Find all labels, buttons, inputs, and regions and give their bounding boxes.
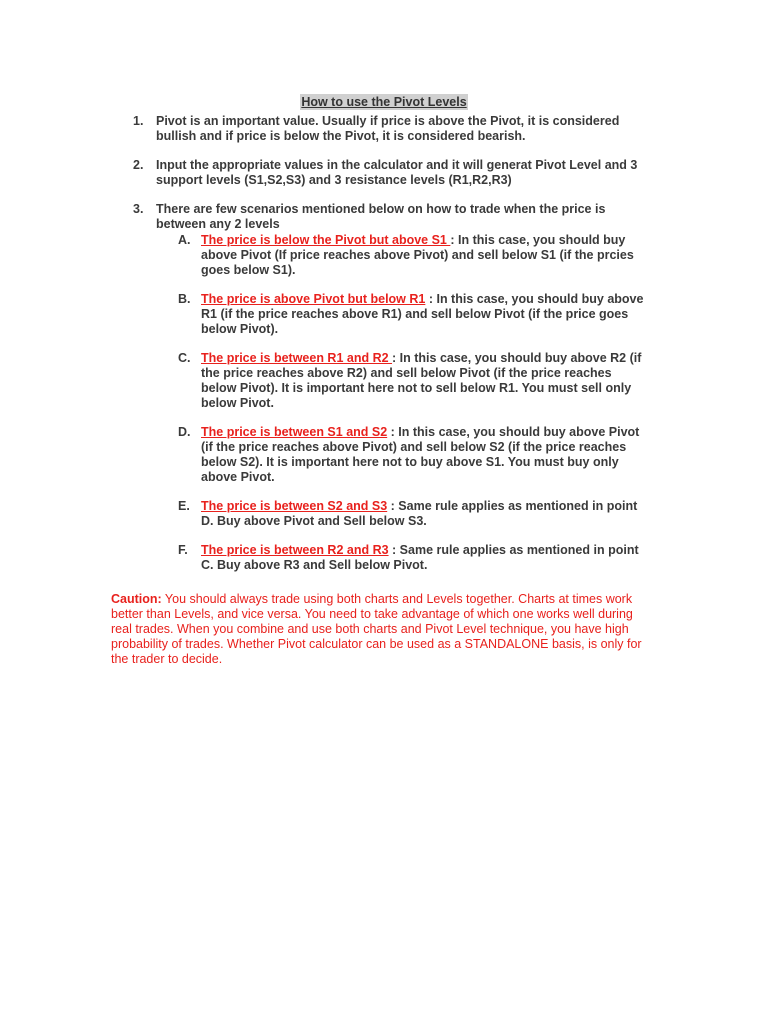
list-item-text: There are few scenarios mentioned below on how to trade when the price is between any 2 levels [156,202,606,231]
list-item-text: Pivot is an important value. Usually if price is above the Pivot, it is considered bullish and if price is below the Pivot, it is considered bearish. [156,114,620,143]
scenario-heading: The price is between R1 and R2 [201,351,393,365]
list-item-2 [133,158,653,188]
scenario-letter: F. [178,543,188,557]
scenario-list [178,233,653,573]
title-wrap [0,93,768,111]
scenario-letter: E. [178,499,190,513]
scenario-heading: The price is between R2 and R3 [201,543,389,557]
document-title: How to use the Pivot Levels [301,95,467,109]
list-item-number: 3. [133,202,144,216]
scenario-item-a [178,233,649,278]
scenario-heading: The price is above Pivot but below R1 [201,292,426,306]
scenario-item-b [178,292,649,337]
list-item-1 [133,114,653,144]
scenario-text: : Same rule applies as mentioned in point C. Buy above R3 and Sell below Pivot. [201,543,639,572]
list-item-text: Input the appropriate values in the calculator and it will generat Pivot Level and 3 support levels (S1,S2,S3) and 3 resistance levels (R1,R2,R3) [156,158,638,187]
caution-label: Caution: [111,592,162,606]
scenario-text: : In this case, you should buy above Pivot (If price reaches above Pivot) and sell below S1 (if the prcies goes below S1). [201,233,634,277]
scenario-heading: The price is below the Pivot but above S1 [201,233,451,247]
scenario-item-c [178,351,649,411]
scenario-text: : In this case, you should buy above Pivot (if the price reaches above Pivot) and sell below S2 (if the price reaches below S2). It is important here not to buy above S1. You must buy only above Pivot. [201,425,640,484]
scenario-letter: D. [178,425,191,439]
scenario-text: : In this case, you should buy above R1 (if the price reaches above R1) and sell below Pivot (if the price goes below Pivot). [201,292,644,336]
scenario-text: : Same rule applies as mentioned in point D. Buy above Pivot and Sell below S3. [201,499,638,528]
scenario-letter: B. [178,292,191,306]
caution-paragraph [111,592,651,667]
scenario-item-d [178,425,649,485]
list-item-number: 1. [133,114,144,128]
caution-text: You should always trade using both charts and Levels together. Charts at times work better than Levels, and vice versa. You need to take advantage of which one works well during real trades. When you combine and use both charts and Pivot Level technique, you have high probability of trades. Whether Pivot calculator can be used as a STANDALONE basis, is only for the trader to decide. [111,592,642,666]
scenario-heading: The price is between S1 and S2 [201,425,388,439]
list-item-number: 2. [133,158,144,172]
scenario-heading: The price is between S2 and S3 [201,499,388,513]
list-item-3 [133,202,653,573]
scenario-letter: C. [178,351,191,365]
scenario-item-f [178,543,649,573]
numbered-list [133,114,653,573]
scenario-text: : In this case, you should buy above R2 (if the price reaches above R2) and sell below Pivot (if the price reaches below Pivot). It is important here not to sell below R1. You must sell only below Pivot. [201,351,642,410]
scenario-letter: A. [178,233,191,247]
scenario-item-e [178,499,649,529]
